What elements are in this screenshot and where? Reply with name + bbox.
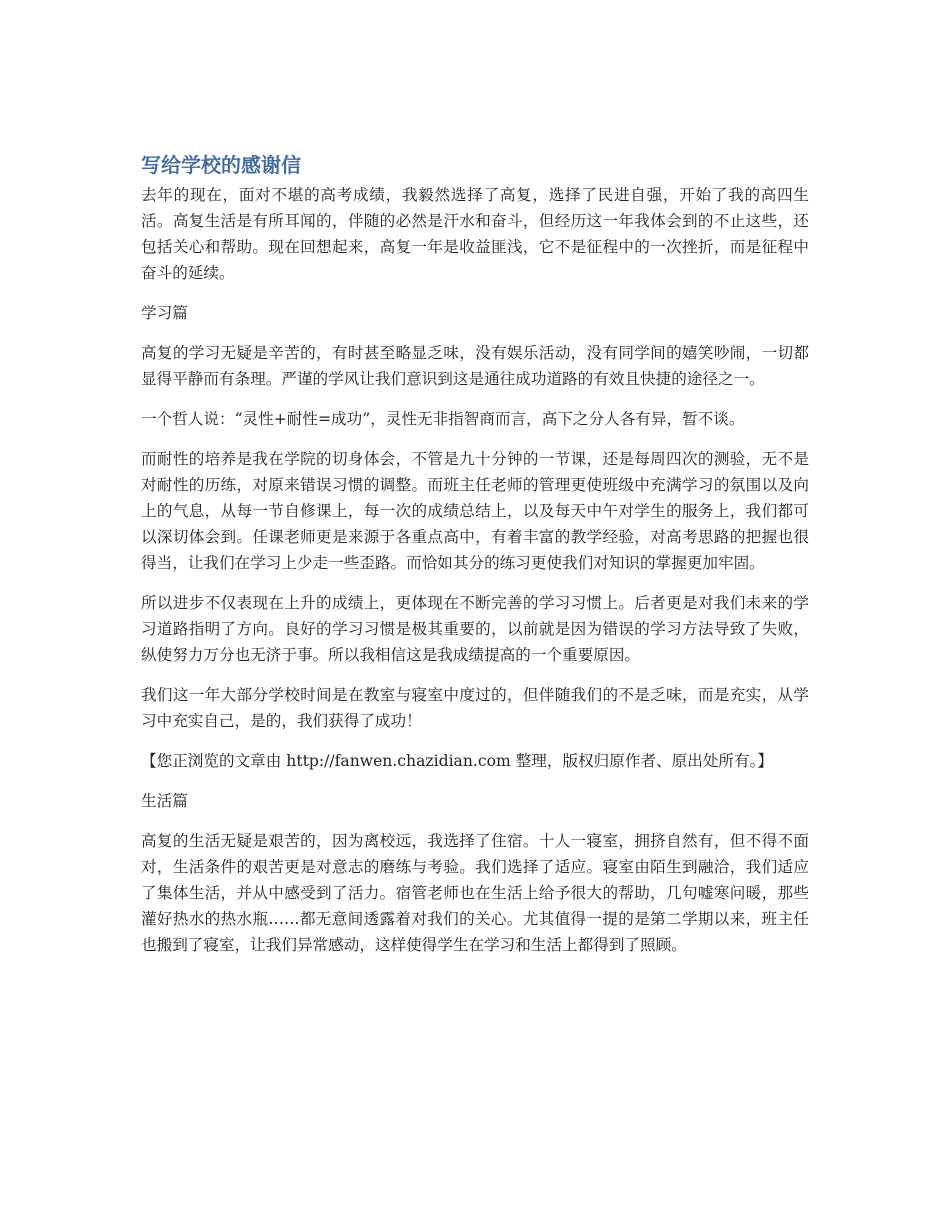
paragraph-study-4: 所以进步不仅表现在上升的成绩上，更体现在不断完善的学习习惯上。后者更是对我们未来的学习道路指明了方向。良好的学习习惯是极其重要的，以前就是因为错误的学习方法导致了失败，纵使努力万分也无济于事。所以我相信这是我成绩提高的一个重要原因。 — [141, 594, 809, 664]
paragraph-study-2: 一个哲人说：“灵性+耐性=成功”，灵性无非指智商而言，高下之分人各有异，暂不谈。 — [141, 410, 745, 428]
paragraph-study-1: 高复的学习无疑是辛苦的，有时甚至略显乏味，没有娱乐活动，没有同学间的嬉笑吵闹，一切都显得平静而有条理。严谨的学风让我们意识到这是通往成功道路的有效且快捷的途径之一。 — [141, 344, 809, 388]
document-page — [141, 150, 809, 972]
document-title: 写给学校的感谢信 — [141, 153, 301, 177]
paragraph-life-1: 高复的生活无疑是艰苦的，因为离校远，我选择了住宿。十人一寝室，拥挤自然有，但不得不面对，生活条件的艰苦更是对意志的磨练与考验。我们选择了适应。寝室由陌生到融洽，我们适应了集体生活，并从中感受到了活力。宿管老师也在生活上给予很大的帮助，几句嘘寒问暖，那些灌好热水的热水瓶……都无意间透露着对我们的关心。尤其值得一提的是第二学期以来，班主任也搬到了寝室，让我们异常感动，这样使得学生在学习和生活上都得到了照顾。 — [141, 832, 809, 954]
paragraph-study-5: 我们这一年大部分学校时间是在教室与寝室中度过的，但伴随我们的不是乏味，而是充实，从学习中充实自己，是的，我们获得了成功！ — [141, 686, 809, 730]
section-heading-life: 生活篇 — [141, 792, 188, 810]
source-notice: 【您正浏览的文章由 http://fanwen.chazidian.com 整理，版权归原作者、原出处所有。】 — [141, 752, 774, 770]
paragraph-study-3: 而耐性的培养是我在学院的切身体会，不管是九十分钟的一节课，还是每周四次的测验，无不是对耐性的历练，对原来错误习惯的调整。而班主任老师的管理更使班级中充满学习的氛围以及向上的气息，从每一节自修课上，每一次的成绩总结上，以及每天中午对学生的服务上，我们都可以深切体会到。任课老师更是来源于各重点高中，有着丰富的教学经验，对高考思路的把握也很得当，让我们在学习上少走一些歪路。而恰如其分的练习更使我们对知识的掌握更加牢固。 — [141, 450, 809, 572]
section-heading-study: 学习篇 — [141, 304, 188, 322]
paragraph-intro: 去年的现在，面对不堪的高考成绩，我毅然选择了高复，选择了民进自强，开始了我的高四生活。高复生活是有所耳闻的，伴随的必然是汗水和奋斗，但经历这一年我体会到的不止这些，还包括关心和帮助。现在回想起来，高复一年是收益匪浅，它不是征程中的一次挫折，而是征程中奋斗的延续。 — [141, 186, 809, 282]
